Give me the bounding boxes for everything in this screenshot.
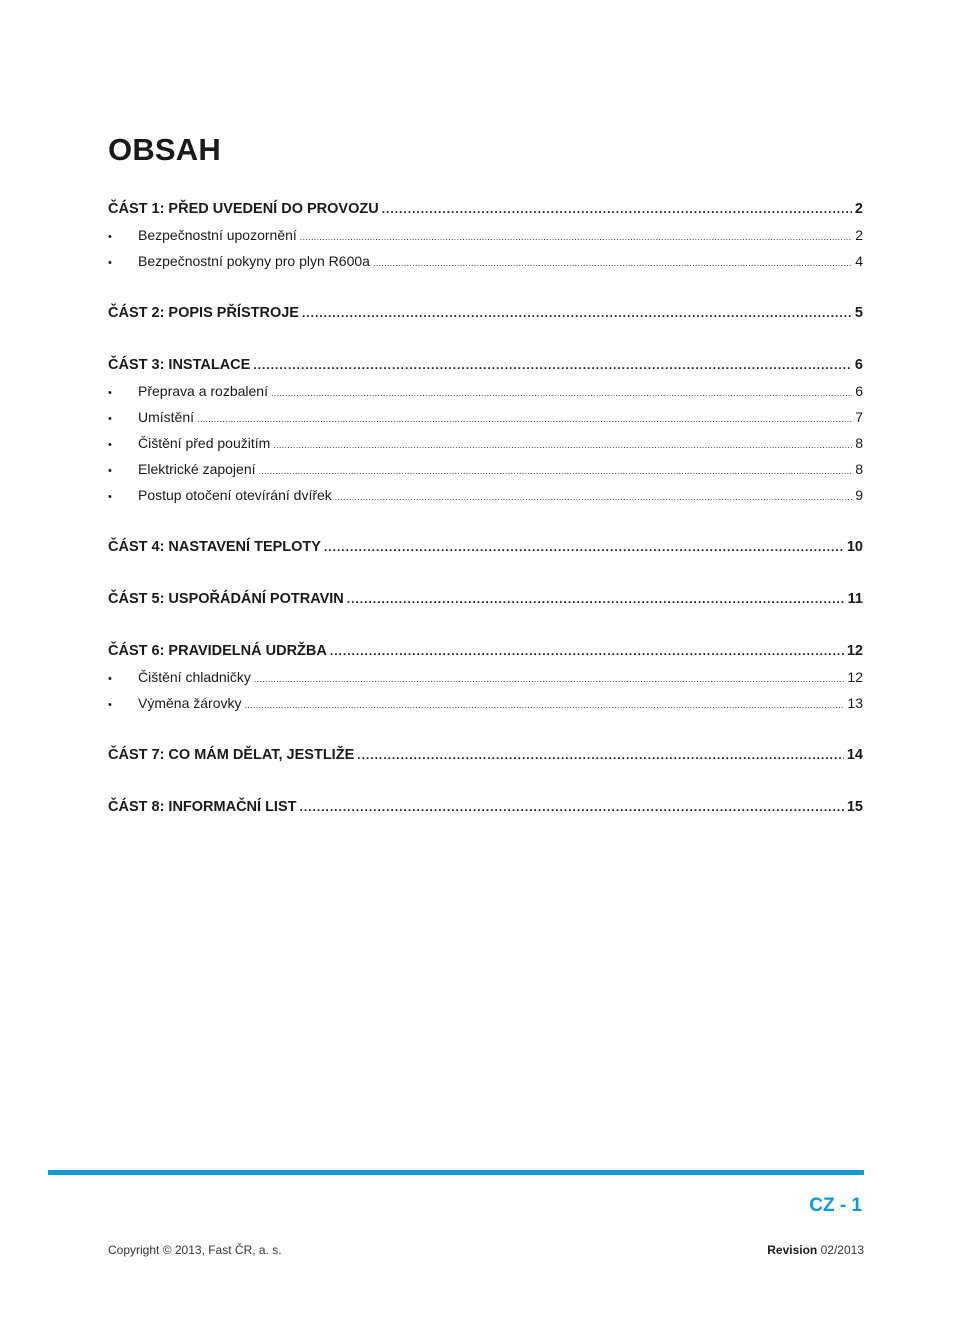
toc-subentry-label: Bezpečnostní upozornění [138,227,297,243]
toc-heading-label: ČÁST 3: INSTALACE [108,357,251,373]
toc-page-number: 10 [846,539,863,555]
toc-page-number: 7 [855,409,863,425]
table-of-contents [108,196,863,846]
toc-subentry[interactable] [108,378,863,404]
dot-leader [324,534,844,560]
toc-page-number: 8 [855,461,863,477]
toc-subentry[interactable] [108,404,863,430]
toc-subentry[interactable] [108,690,863,716]
footer-divider [48,1170,864,1175]
toc-page-number: 14 [846,747,863,763]
bullet-icon: • [108,257,112,269]
dot-leader [244,692,844,716]
toc-page-number: 2 [855,227,863,243]
revision-label: Revision [767,1243,818,1257]
toc-page-number: 6 [854,357,863,373]
toc-section [108,742,863,768]
toc-subentry[interactable] [108,482,863,508]
bullet-icon: • [108,439,112,451]
toc-heading-label: ČÁST 6: PRAVIDELNÁ UDRŽBA [108,643,327,659]
toc-heading-label: ČÁST 5: USPOŘÁDÁNÍ POTRAVIN [108,591,344,607]
dot-leader [197,406,852,430]
dot-leader [330,638,844,664]
toc-subentry[interactable] [108,222,863,248]
toc-page-number: 9 [855,487,863,503]
bullet-icon: • [108,231,112,243]
bullet-icon: • [108,491,112,503]
bullet-icon: • [108,673,112,685]
toc-subentry-label: Umístění [138,409,195,425]
bullet-icon: • [108,387,112,399]
bullet-icon: • [108,465,112,477]
dot-leader [302,300,852,326]
dot-leader [373,250,852,274]
dot-leader [347,586,845,612]
dot-leader [271,380,852,404]
revision-value: 02/2013 [820,1243,864,1257]
copyright-text: Copyright © 2013, Fast ČR, a. s. [108,1243,282,1257]
toc-heading-label: ČÁST 4: NASTAVENÍ TEPLOTY [108,539,321,555]
toc-heading-entry[interactable] [108,300,863,326]
toc-heading-entry[interactable] [108,742,863,768]
toc-section [108,300,863,326]
dot-leader [273,432,852,456]
toc-heading-entry[interactable] [108,534,863,560]
toc-section [108,586,863,612]
toc-page-number: 4 [855,253,863,269]
toc-subentry[interactable] [108,664,863,690]
toc-heading-label: ČÁST 8: INFORMAČNÍ LIST [108,799,297,815]
toc-section [108,352,863,508]
dot-leader [382,196,852,222]
toc-heading-entry[interactable] [108,352,863,378]
toc-heading-entry[interactable] [108,196,863,222]
toc-page-number: 8 [855,435,863,451]
dot-leader [259,458,853,482]
toc-subentry-label: Přeprava a rozbalení [138,383,268,399]
toc-page-number: 12 [847,669,863,685]
dot-leader [357,742,844,768]
dot-leader [253,352,852,378]
toc-page-number: 2 [854,201,863,217]
toc-section [108,196,863,274]
toc-section [108,794,863,820]
toc-subentry-label: Postup otočení otevírání dvířek [138,487,332,503]
revision-info [767,1243,864,1257]
toc-page-number: 15 [846,799,863,815]
bullet-icon: • [108,699,112,711]
dot-leader [300,794,844,820]
toc-page-number: 12 [846,643,863,659]
toc-page-number: 6 [855,383,863,399]
toc-subentry[interactable] [108,430,863,456]
toc-heading-label: ČÁST 2: POPIS PŘÍSTROJE [108,305,299,321]
toc-subentry-label: Bezpečnostní pokyny pro plyn R600a [138,253,370,269]
toc-heading-entry[interactable] [108,586,863,612]
page-number: CZ - 1 [809,1195,862,1216]
toc-subentry-label: Elektrické zapojení [138,461,256,477]
toc-page-number: 13 [847,695,863,711]
toc-section [108,534,863,560]
toc-subentry[interactable] [108,456,863,482]
toc-page-number: 11 [847,591,863,607]
bullet-icon: • [108,413,112,425]
page-title: OBSAH [108,132,221,167]
toc-heading-entry[interactable] [108,794,863,820]
toc-page-number: 5 [854,305,863,321]
toc-heading-label: ČÁST 7: CO MÁM DĚLAT, JESTLIŽE [108,747,355,763]
toc-section [108,638,863,716]
toc-subentry[interactable] [108,248,863,274]
toc-subentry-label: Čištění chladničky [138,669,251,685]
toc-heading-entry[interactable] [108,638,863,664]
toc-subentry-label: Čištění před použitím [138,435,271,451]
dot-leader [254,666,845,690]
toc-heading-label: ČÁST 1: PŘED UVEDENÍ DO PROVOZU [108,201,379,217]
dot-leader [300,224,852,248]
dot-leader [335,484,852,508]
toc-subentry-label: Výměna žárovky [138,695,242,711]
